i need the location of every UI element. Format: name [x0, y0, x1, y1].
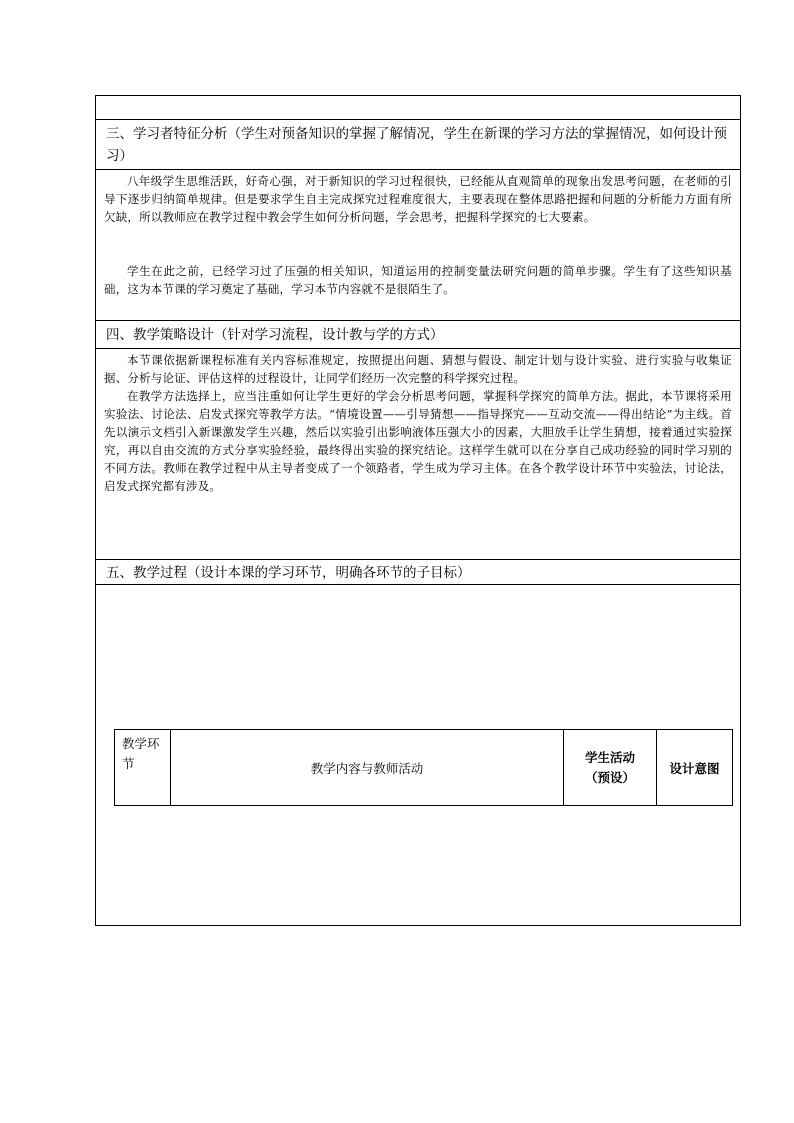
lesson-plan-table: [95, 95, 741, 926]
teaching-process-table: [114, 729, 733, 806]
section4-heading: 四、教学策略设计（针对学习流程，设计教与学的方式）: [106, 327, 444, 343]
row-divider: [96, 169, 740, 170]
section5-heading: 五、教学过程（设计本课的学习环节，明确各环节的子目标）: [106, 565, 471, 581]
row-divider: [96, 348, 740, 349]
row-divider: [96, 320, 740, 321]
header-teaching-content: 教学内容与教师活动: [171, 730, 564, 805]
section3-paragraph-1: 八年级学生思维活跃，好奇心强，对于新知识的学习过程很快，已经能从直观简单的现象出发思考问题，在老师的引导下逐步归纳简单规律。但是要求学生自主完成探究过程难度很大，主要表现在整体思路把握和问题的分析能力方面有所欠缺，所以教师应在教学过程中教会学生如何分析问题，学会思考，把握科学探究的七大要素。: [104, 174, 732, 224]
section3-heading: 三、学习者特征分析（学生对预备知识的掌握了解情况，学生在新课的学习方法的掌握情况，如何设计预习）: [106, 126, 727, 164]
section4-paragraph-2: 在教学方法选择上，应当注重如何让学生更好的学会分析思考问题，掌握科学探究的简单方法。据此，本节课将采用实验法、讨论法、启发式探究等教学方法。“情境设置——引导猜想——指导探究——互动交流——得出结论”为主线。首先以演示文档引入新课激发学生兴趣，然后以实验引出影响液体压强大小的因素，大胆放手让学生猜想，接着通过实验探究，再以自由交流的方式分享实验经验，最终得出实验的探究结论。这样学生就可以在分享自己成功经验的同时学习别的不同方法。教师在教学过程中从主导者变成了一个领路者，学生成为学习主体。在各个教学设计环节中实验法，讨论法，启发式探究都有涉及。: [104, 389, 732, 493]
header-design-intent: 设计意图: [669, 760, 720, 776]
row-divider: [96, 584, 740, 585]
header-teaching-stage: 教学环节: [115, 730, 171, 805]
row-divider: [96, 119, 740, 120]
header-student-activity: 学生活动 （预设）: [564, 730, 657, 805]
section4-paragraph-1: 本节课依据新课程标准有关内容标准规定，按照提出问题、猜想与假设、制定计划与设计实验、进行实验与收集证据、分析与论证、评估这样的过程设计，让同学们经历一次完整的科学探究过程。: [104, 353, 732, 385]
row-divider: [96, 559, 740, 560]
section3-paragraph-2: 学生在此之前，已经学习过了压强的相关知识，知道运用的控制变量法研究问题的简单步骤。学生有了这些知识基础，这为本节课的学习奠定了基础，学习本节内容就不是很陌生了。: [104, 264, 732, 296]
